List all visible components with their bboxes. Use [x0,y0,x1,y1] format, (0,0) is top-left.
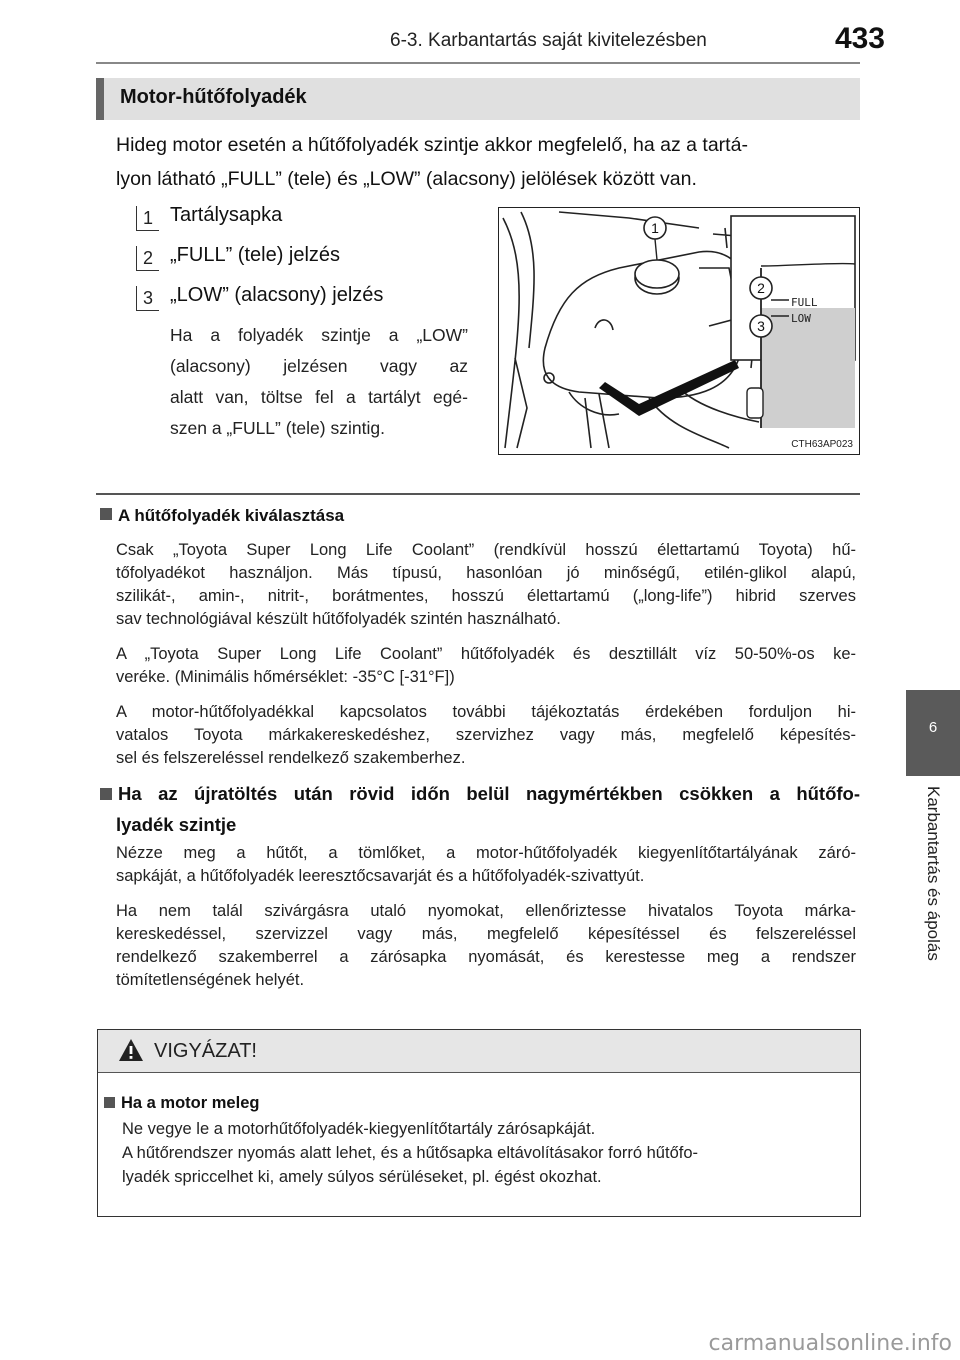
paragraph-line: Csak „Toyota Super Long Life Coolant” (rendkívül hosszú élettartamú Toyota) hű- [116,541,856,559]
chapter-tab-label [906,786,960,996]
full-mark-label: FULL [791,296,818,309]
page-number: 433 [834,22,885,55]
section-divider [96,493,860,495]
subheading-coolant-drop [100,778,860,840]
callout-1: 1 [651,220,659,236]
caution-subheading [104,1094,259,1113]
note-line: szen a „FULL” (tele) szintig. [170,418,385,438]
callout-number-2: 2 [136,246,159,271]
subheading-text: Ha az újratöltés után rövid időn belül nagymértékben csökken a hűtőfo- [118,783,860,804]
caution-header [98,1030,860,1073]
paragraph-line: kereskedéssel, szervizzel vagy más, megfelelő képesítéssel és felszereléssel [116,925,856,943]
caution-line: lyadék spriccelhet ki, amely súlyos sérüléseket, pl. égést okozhat. [122,1168,602,1186]
caution-title: VIGYÁZAT! [154,1040,257,1062]
note-line: Ha a folyadék szintje a „LOW” [170,325,468,345]
section-title-bar [96,78,860,120]
paragraph-line: A „Toyota Super Long Life Coolant” hűtőfolyadék és desztillált víz 50-50%-os ke- [116,645,856,663]
caution-line: A hűtőrendszer nyomás alatt lehet, és a hűtősapka eltávolításakor forró hűtőfo- [122,1144,699,1162]
paragraph-line: sav technológiával készült hűtőfolyadék szintén használható. [116,610,561,628]
reservoir-drawing [499,208,859,454]
callout-3: 3 [757,318,765,334]
paragraph-line: tömítetlenségének helyét. [116,971,305,989]
legend-item-full-mark: „FULL” (tele) jelzés [170,244,341,266]
caution-subheading-text: Ha a motor meleg [121,1094,260,1112]
paragraph [116,643,856,689]
legend-item-low-mark: „LOW” (alacsony) jelzés [170,284,384,306]
paragraph-line: Nézze meg a hűtőt, a tömlőket, a motor-hűtőfolyadék kiegyenlítőtartályának záró- [116,844,856,862]
bullet-square-icon [100,508,112,520]
chapter-tab-label-text: Karbantartás és ápolás [924,786,943,961]
paragraph [116,539,856,631]
paragraph-line: A motor-hűtőfolyadékkal kapcsolatos további tájékoztatás érdekében forduljon hi- [116,703,856,721]
caution-line: Ne vegye le a motorhűtőfolyadék-kiegyenlítőtartály zárósapkáját. [122,1120,596,1138]
subheading-text: lyadék szintje [116,814,237,835]
paragraph [116,842,856,888]
callout-number-1: 1 [136,206,159,231]
paragraph [116,701,856,770]
low-mark-label: LOW [791,312,811,325]
paragraph-line: sel és felszereléssel rendelkező szakemberhez. [116,749,466,767]
paragraph-line: sapkáját, a hűtőfolyadék leeresztőcsavarját és a hűtőfolyadék-szivattyút. [116,867,645,885]
caution-box [97,1029,861,1217]
subheading-text: A hűtőfolyadék kiválasztása [118,506,345,525]
intro-line: Hideg motor esetén a hűtőfolyadék szintje akkor megfelelő, ha az a tartá- [116,134,748,156]
paragraph-line: Ha nem talál szivárgásra utaló nyomokat, ellenőriztesse hivatalos Toyota márka- [116,902,856,920]
legend-item-tank-cap: Tartálysapka [170,204,283,226]
callout-2: 2 [757,280,765,296]
paragraph-line: rendelkező szakemberrel a zárósapka nyomását, és kerestesse meg a rendszer [116,948,856,966]
paragraph-line: veréke. (Minimális hőmérséklet: -35°C [-31°F]) [116,668,455,686]
watermark: carmanualsonline.info [708,1331,952,1356]
bullet-square-icon [104,1097,115,1108]
subheading-coolant-selection [100,506,344,526]
paragraph-line: szilikát-, amin-, nitrit-, borátmentes, hosszú élettartamú („long-life”) hibrid szerves [116,587,856,605]
paragraph-line: vatalos Toyota márkakereskedéshez, szervizhez vagy más, megfelelő képesítés- [116,726,856,744]
chapter-tab-number: 6 [906,690,960,776]
warning-triangle-icon [118,1038,144,1062]
refill-note [170,320,468,444]
note-line: alatt van, töltse fel a tartályt egé- [170,387,468,407]
intro-line: lyon látható „FULL” (tele) és „LOW” (alacsony) jelölések között van. [116,168,697,190]
paragraph [116,900,856,992]
paragraph-line: tőfolyadékot használjon. Más típusú, hasonlóan jó minőségű, etilén-glikol alapú, [116,564,856,582]
section-title: Motor-hűtőfolyadék [120,86,307,108]
header-divider [96,62,860,64]
callout-number-3: 3 [136,286,159,311]
running-header-section: 6-3. Karbantartás saját kivitelezésben [390,30,707,51]
coolant-reservoir-illustration [498,207,860,455]
figure-code: CTH63AP023 [791,439,853,450]
bullet-square-icon [100,788,112,800]
note-line: (alacsony) jelzésen vagy az [170,356,468,376]
